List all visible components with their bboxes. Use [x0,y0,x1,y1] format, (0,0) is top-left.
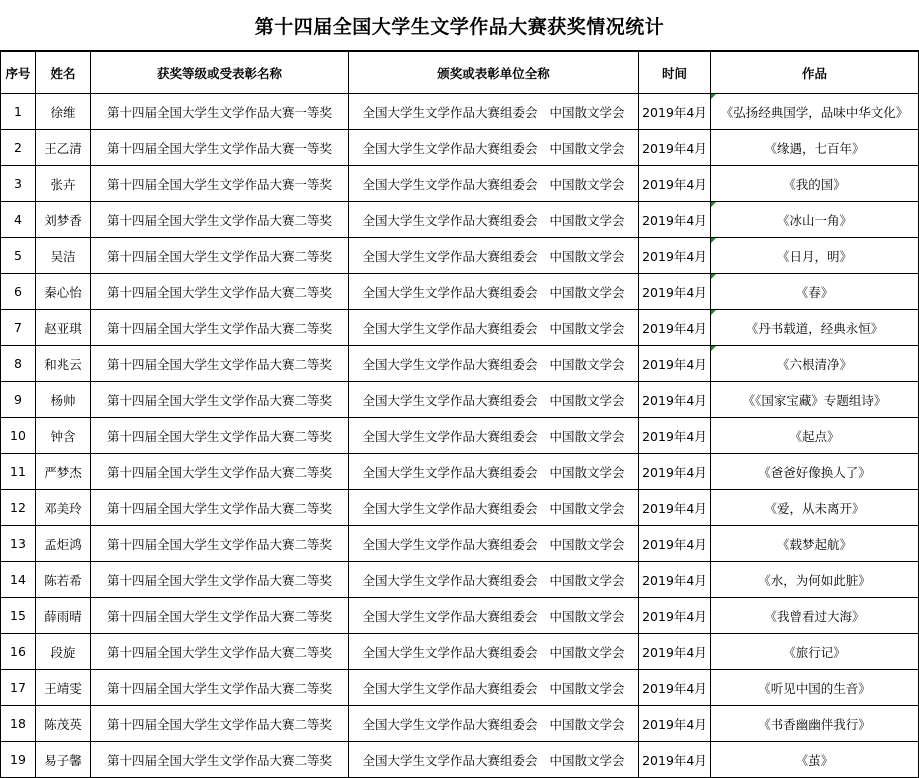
cell-index[interactable]: 10 [1,418,36,454]
cell-name[interactable]: 和兆云 [36,346,91,382]
cell-index[interactable]: 7 [1,310,36,346]
cell-index[interactable]: 17 [1,670,36,706]
table-row [1,526,919,562]
cell-issuer[interactable] [349,346,639,382]
cell-work[interactable]: 《爱，从未离开》 [711,490,919,526]
cell-name[interactable]: 陈茂英 [36,706,91,742]
table-row [1,742,919,778]
cell-issuer[interactable] [349,310,639,346]
cell-award[interactable]: 第十四届全国大学生文学作品大赛二等奖 [91,382,349,418]
issuer-society: 中国散文学会 [549,500,625,516]
cell-work[interactable]: 《缘遇，七百年》 [711,130,919,166]
cell-work[interactable]: 《六根清净》 [711,346,919,382]
issuer-committee: 全国大学生文学作品大赛组委会 [362,104,538,120]
table-row [1,634,919,670]
cell-issuer[interactable] [349,634,639,670]
cell-award[interactable]: 第十四届全国大学生文学作品大赛二等奖 [91,670,349,706]
issuer-committee: 全国大学生文学作品大赛组委会 [362,500,538,516]
cell-index[interactable]: 14 [1,562,36,598]
cell-time[interactable]: 2019年4月 [639,490,711,526]
cell-time[interactable]: 2019年4月 [639,670,711,706]
issuer-society: 中国散文学会 [549,248,625,264]
cell-award[interactable]: 第十四届全国大学生文学作品大赛二等奖 [91,346,349,382]
cell-award[interactable]: 第十四届全国大学生文学作品大赛一等奖 [91,166,349,202]
cell-name[interactable]: 薛雨晴 [36,598,91,634]
cell-issuer[interactable] [349,670,639,706]
header-name[interactable]: 姓名 [36,52,91,94]
cell-award[interactable]: 第十四届全国大学生文学作品大赛一等奖 [91,94,349,130]
cell-work[interactable]: 《《国家宝藏》专题组诗》 [711,382,919,418]
award-table [0,51,919,778]
cell-index[interactable]: 4 [1,202,36,238]
cell-name[interactable]: 段旋 [36,634,91,670]
cell-name[interactable]: 王乙清 [36,130,91,166]
cell-index[interactable]: 1 [1,94,36,130]
cell-award[interactable]: 第十四届全国大学生文学作品大赛二等奖 [91,454,349,490]
issuer-society: 中国散文学会 [549,176,625,192]
cell-work[interactable]: 《载梦起航》 [711,526,919,562]
issuer-society: 中国散文学会 [549,212,625,228]
issuer-committee: 全国大学生文学作品大赛组委会 [362,320,538,336]
cell-award[interactable]: 第十四届全国大学生文学作品大赛二等奖 [91,562,349,598]
table-row [1,274,919,310]
issuer-committee: 全国大学生文学作品大赛组委会 [362,752,538,768]
cell-award[interactable]: 第十四届全国大学生文学作品大赛一等奖 [91,130,349,166]
header-time[interactable]: 时间 [639,52,711,94]
cell-time[interactable]: 2019年4月 [639,274,711,310]
issuer-committee: 全国大学生文学作品大赛组委会 [362,176,538,192]
table-row [1,454,919,490]
cell-time[interactable]: 2019年4月 [639,598,711,634]
table-row [1,130,919,166]
issuer-society: 中国散文学会 [549,356,625,372]
cell-name[interactable]: 孟炬鸿 [36,526,91,562]
cell-time[interactable]: 2019年4月 [639,346,711,382]
cell-award[interactable]: 第十四届全国大学生文学作品大赛二等奖 [91,598,349,634]
cell-issuer[interactable] [349,94,639,130]
table-row [1,706,919,742]
cell-time[interactable]: 2019年4月 [639,166,711,202]
cell-award[interactable]: 第十四届全国大学生文学作品大赛二等奖 [91,706,349,742]
cell-issuer[interactable] [349,202,639,238]
cell-award[interactable]: 第十四届全国大学生文学作品大赛二等奖 [91,742,349,778]
issuer-society: 中国散文学会 [549,284,625,300]
issuer-committee: 全国大学生文学作品大赛组委会 [362,248,538,264]
table-row [1,94,919,130]
cell-work[interactable]: 《起点》 [711,418,919,454]
cell-work[interactable]: 《我曾看过大海》 [711,598,919,634]
cell-index[interactable]: 13 [1,526,36,562]
cell-issuer[interactable] [349,598,639,634]
cell-name[interactable]: 张卉 [36,166,91,202]
issuer-committee: 全国大学生文学作品大赛组委会 [362,140,538,156]
cell-index[interactable]: 18 [1,706,36,742]
cell-name[interactable]: 邓美玲 [36,490,91,526]
issuer-society: 中国散文学会 [549,644,625,660]
issuer-committee: 全国大学生文学作品大赛组委会 [362,356,538,372]
table-row [1,670,919,706]
cell-name[interactable]: 易子馨 [36,742,91,778]
issuer-committee: 全国大学生文学作品大赛组委会 [362,428,538,444]
issuer-society: 中国散文学会 [549,536,625,552]
cell-issuer[interactable] [349,706,639,742]
cell-index[interactable]: 16 [1,634,36,670]
cell-index[interactable]: 8 [1,346,36,382]
cell-index[interactable]: 9 [1,382,36,418]
cell-name[interactable]: 陈若希 [36,562,91,598]
table-row [1,166,919,202]
header-row [1,52,919,94]
cell-work[interactable]: 《我的国》 [711,166,919,202]
cell-time[interactable]: 2019年4月 [639,382,711,418]
header-index[interactable]: 序号 [1,52,36,94]
cell-work[interactable]: 《听见中国的生音》 [711,670,919,706]
cell-work[interactable]: 《旅行记》 [711,634,919,670]
cell-award[interactable]: 第十四届全国大学生文学作品大赛二等奖 [91,490,349,526]
cell-award[interactable]: 第十四届全国大学生文学作品大赛二等奖 [91,310,349,346]
table-row [1,418,919,454]
issuer-society: 中国散文学会 [549,464,625,480]
cell-time[interactable]: 2019年4月 [639,238,711,274]
cell-time[interactable]: 2019年4月 [639,130,711,166]
cell-work[interactable]: 《茧》 [711,742,919,778]
cell-issuer[interactable] [349,742,639,778]
table-row [1,382,919,418]
cell-time[interactable]: 2019年4月 [639,742,711,778]
table-row [1,562,919,598]
cell-issuer[interactable] [349,274,639,310]
cell-index[interactable]: 5 [1,238,36,274]
cell-time[interactable]: 2019年4月 [639,202,711,238]
cell-work[interactable]: 《日月，明》 [711,238,919,274]
cell-issuer[interactable] [349,562,639,598]
issuer-society: 中国散文学会 [549,752,625,768]
cell-name[interactable]: 严梦杰 [36,454,91,490]
cell-issuer[interactable] [349,490,639,526]
cell-name[interactable]: 钟含 [36,418,91,454]
cell-work[interactable]: 《弘扬经典国学，品味中华文化》 [711,94,919,130]
issuer-society: 中国散文学会 [549,392,625,408]
table-row [1,490,919,526]
cell-work[interactable]: 《书香幽幽伴我行》 [711,706,919,742]
header-work[interactable]: 作品 [711,52,919,94]
issuer-society: 中国散文学会 [549,140,625,156]
sheet-title: 第十四届全国大学生文学作品大赛获奖情况统计 [0,0,919,51]
cell-award[interactable]: 第十四届全国大学生文学作品大赛二等奖 [91,274,349,310]
cell-name[interactable]: 秦心怡 [36,274,91,310]
issuer-committee: 全国大学生文学作品大赛组委会 [362,284,538,300]
cell-work[interactable]: 《水，为何如此脏》 [711,562,919,598]
cell-index[interactable]: 15 [1,598,36,634]
cell-index[interactable]: 6 [1,274,36,310]
cell-award[interactable]: 第十四届全国大学生文学作品大赛二等奖 [91,238,349,274]
table-row [1,238,919,274]
issuer-committee: 全国大学生文学作品大赛组委会 [362,464,538,480]
cell-work[interactable]: 《丹书载道，经典永恒》 [711,310,919,346]
cell-time[interactable]: 2019年4月 [639,94,711,130]
issuer-society: 中国散文学会 [549,716,625,732]
cell-work[interactable]: 《春》 [711,274,919,310]
issuer-society: 中国散文学会 [549,572,625,588]
cell-name[interactable]: 徐维 [36,94,91,130]
cell-award[interactable]: 第十四届全国大学生文学作品大赛二等奖 [91,526,349,562]
cell-name[interactable]: 吴洁 [36,238,91,274]
cell-issuer[interactable] [349,454,639,490]
cell-index[interactable]: 19 [1,742,36,778]
cell-award[interactable]: 第十四届全国大学生文学作品大赛二等奖 [91,418,349,454]
cell-issuer[interactable] [349,418,639,454]
cell-work[interactable]: 《爸爸好像换人了》 [711,454,919,490]
issuer-committee: 全国大学生文学作品大赛组委会 [362,392,538,408]
cell-index[interactable]: 12 [1,490,36,526]
cell-index[interactable]: 11 [1,454,36,490]
cell-award[interactable]: 第十四届全国大学生文学作品大赛二等奖 [91,634,349,670]
issuer-committee: 全国大学生文学作品大赛组委会 [362,716,538,732]
header-issuer[interactable]: 颁奖或表彰单位全称 [349,52,639,94]
cell-name[interactable]: 赵亚琪 [36,310,91,346]
cell-time[interactable]: 2019年4月 [639,310,711,346]
cell-issuer[interactable] [349,238,639,274]
header-award[interactable]: 获奖等级或受表彰名称 [91,52,349,94]
issuer-society: 中国散文学会 [549,104,625,120]
cell-name[interactable]: 杨帅 [36,382,91,418]
cell-time[interactable]: 2019年4月 [639,562,711,598]
cell-index[interactable]: 3 [1,166,36,202]
issuer-society: 中国散文学会 [549,608,625,624]
cell-index[interactable]: 2 [1,130,36,166]
issuer-committee: 全国大学生文学作品大赛组委会 [362,680,538,696]
table-row [1,346,919,382]
cell-issuer[interactable] [349,382,639,418]
issuer-committee: 全国大学生文学作品大赛组委会 [362,572,538,588]
table-row [1,202,919,238]
issuer-society: 中国散文学会 [549,680,625,696]
cell-issuer[interactable] [349,526,639,562]
cell-time[interactable]: 2019年4月 [639,634,711,670]
table-row [1,598,919,634]
cell-issuer[interactable] [349,166,639,202]
issuer-committee: 全国大学生文学作品大赛组委会 [362,536,538,552]
cell-award[interactable]: 第十四届全国大学生文学作品大赛二等奖 [91,202,349,238]
issuer-committee: 全国大学生文学作品大赛组委会 [362,608,538,624]
cell-name[interactable]: 王靖雯 [36,670,91,706]
issuer-committee: 全国大学生文学作品大赛组委会 [362,644,538,660]
cell-time[interactable]: 2019年4月 [639,454,711,490]
cell-time[interactable]: 2019年4月 [639,526,711,562]
issuer-committee: 全国大学生文学作品大赛组委会 [362,212,538,228]
cell-name[interactable]: 刘梦香 [36,202,91,238]
table-row [1,310,919,346]
issuer-society: 中国散文学会 [549,428,625,444]
cell-time[interactable]: 2019年4月 [639,418,711,454]
cell-issuer[interactable] [349,130,639,166]
cell-work[interactable]: 《冰山一角》 [711,202,919,238]
issuer-society: 中国散文学会 [549,320,625,336]
cell-time[interactable]: 2019年4月 [639,706,711,742]
